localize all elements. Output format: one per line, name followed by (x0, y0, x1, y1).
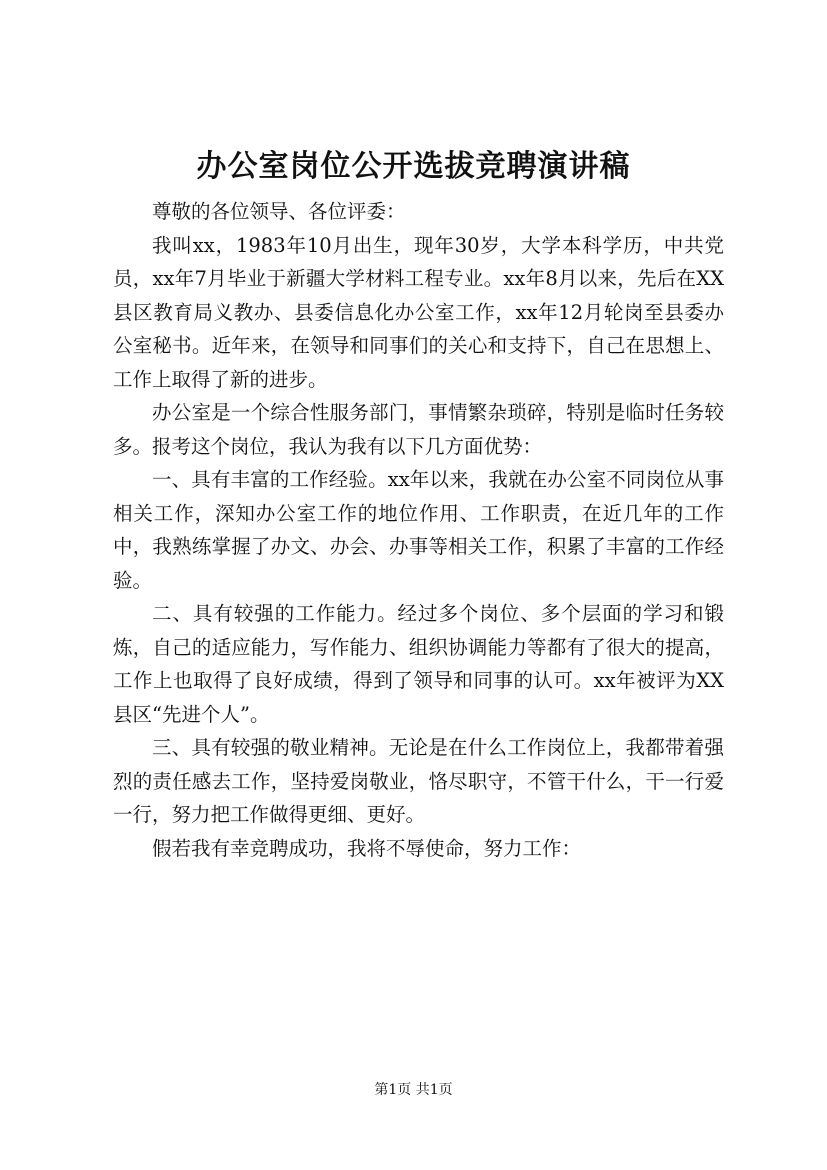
paragraph-advantage-dedication: 三、具有较强的敬业精神。无论是在什么工作岗位上，我都带着强烈的责任感去工作，坚持爱岗敬业，恪尽职守，不管干什么，干一行爱一行，努力把工作做得更细、更好。 (113, 736, 724, 826)
page-number-label: 第1页 共1页 (374, 1082, 453, 1098)
document-title: 办公室岗位公开选拔竞聘演讲稿 (196, 149, 631, 184)
document-body (113, 195, 724, 865)
paragraph-commitment: 假若我有幸竞聘成功，我将不辱使命，努力工作： (152, 836, 582, 860)
paragraph-advantage-experience: 一、具有丰富的工作经验。xx年以来，我就在办公室不同岗位从事相关工作，深知办公室工作的地位作用、工作职责，在近几年的工作中，我熟练掌握了办文、办会、办事等相关工作，积累了丰富的工作经验。 (113, 468, 724, 592)
paragraph-introduction: 我叫xx，1983年10月出生，现年30岁，大学本科学历，中共党员，xx年7月毕业于新疆大学材料工程专业。xx年8月以来，先后在XX县区教育局义教办、县委信息化办公室工作，xx年12月轮岗至县委办公室秘书。近年来，在领导和同事们的关心和支持下，自己在思想上、工作上取得了新的进步。 (113, 233, 724, 391)
paragraph-salutation: 尊敬的各位领导、各位评委： (152, 200, 406, 223)
page-footer (0, 1080, 827, 1100)
paragraph-office-overview: 办公室是一个综合性服务部门，事情繁杂琐碎，特别是临时任务较多。报考这个岗位，我认为我有以下几方面优势： (113, 401, 724, 458)
paragraph-advantage-ability: 二、具有较强的工作能力。经过多个岗位、多个层面的学习和锻炼，自己的适应能力，写作能力、组织协调能力等都有了很大的提高，工作上也取得了良好成绩，得到了领导和同事的认可。xx年被评为XX县区“先进个人”。 (113, 602, 724, 726)
